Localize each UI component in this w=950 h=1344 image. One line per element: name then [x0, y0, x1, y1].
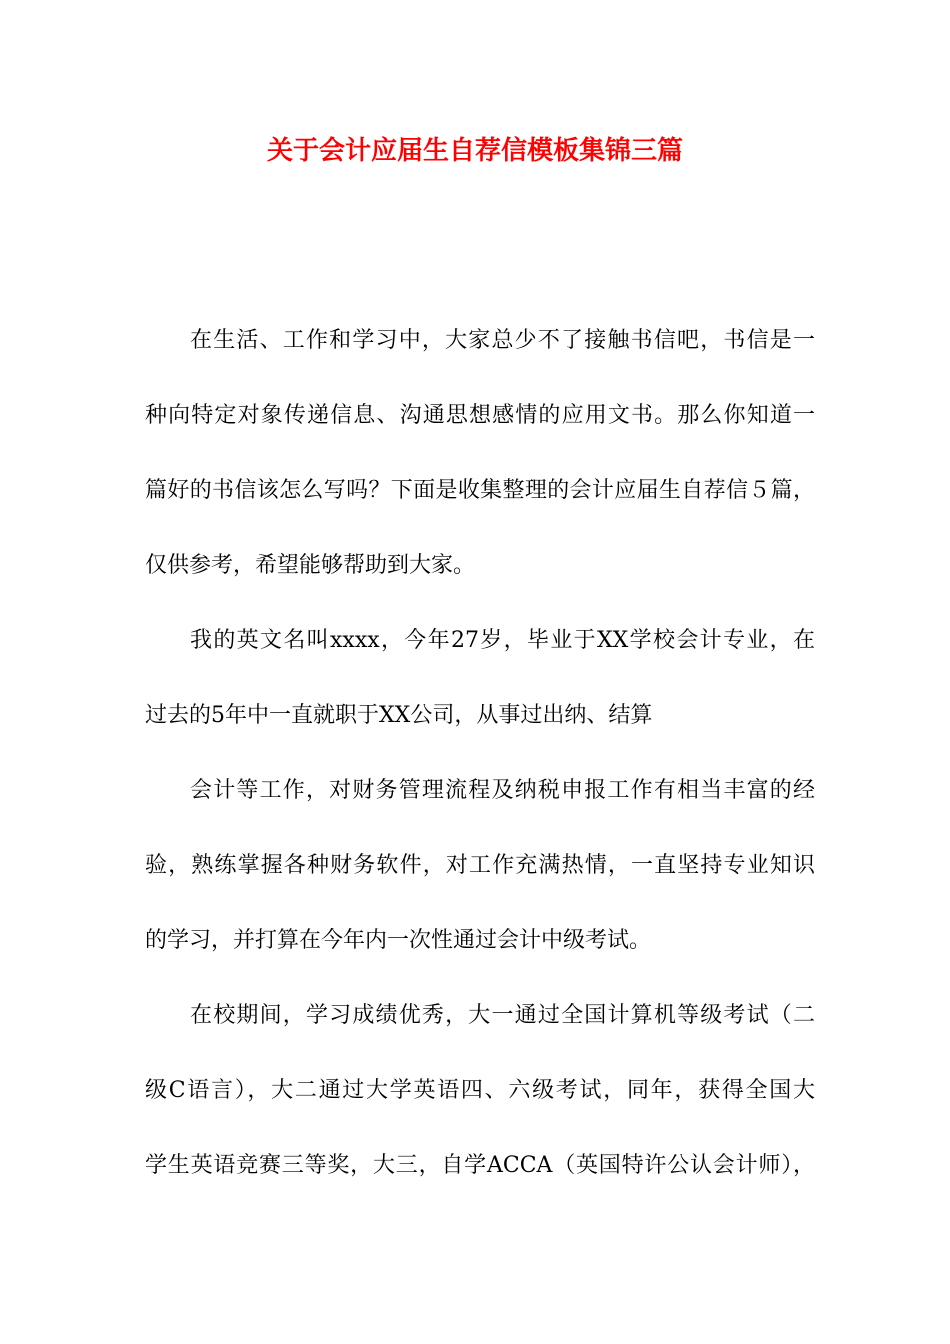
paragraph-line: 在校期间，学习成绩优秀，大一通过全国计算机等级考试（二: [190, 1003, 815, 1028]
paragraph-line: 级C语言），大二通过大学英语四、六级考试，同年，获得全国大: [145, 1078, 815, 1103]
paragraph-line: 我的英文名叫xxxx，今年27岁，毕业于XX学校会计专业，在: [190, 628, 815, 653]
paragraph-line: 过去的5年中一直就职于XX公司，从事过出纳、结算: [145, 703, 653, 728]
paragraph-line: 仅供参考，希望能够帮助到大家。: [145, 553, 476, 578]
paragraph-line: 篇好的书信该怎么写吗？下面是收集整理的会计应届生自荐信５篇，: [145, 478, 815, 503]
document-title: 关于会计应届生自荐信模板集锦三篇: [266, 136, 683, 166]
paragraph-line: 在生活、工作和学习中，大家总少不了接触书信吧，书信是一: [190, 328, 815, 353]
paragraph-line: 种向特定对象传递信息、沟通思想感情的应用文书。那么你知道一: [145, 403, 815, 428]
paragraph-line: 会计等工作，对财务管理流程及纳税申报工作有相当丰富的经: [190, 778, 815, 803]
paragraph-line: 验，熟练掌握各种财务软件，对工作充满热情，一直坚持专业知识: [145, 853, 815, 878]
paragraph-line: 学生英语竞赛三等奖，大三，自学ACCA（英国特许公认会计师），: [145, 1153, 815, 1178]
paragraph-line: 的学习，并打算在今年内一次性通过会计中级考试。: [145, 928, 652, 953]
